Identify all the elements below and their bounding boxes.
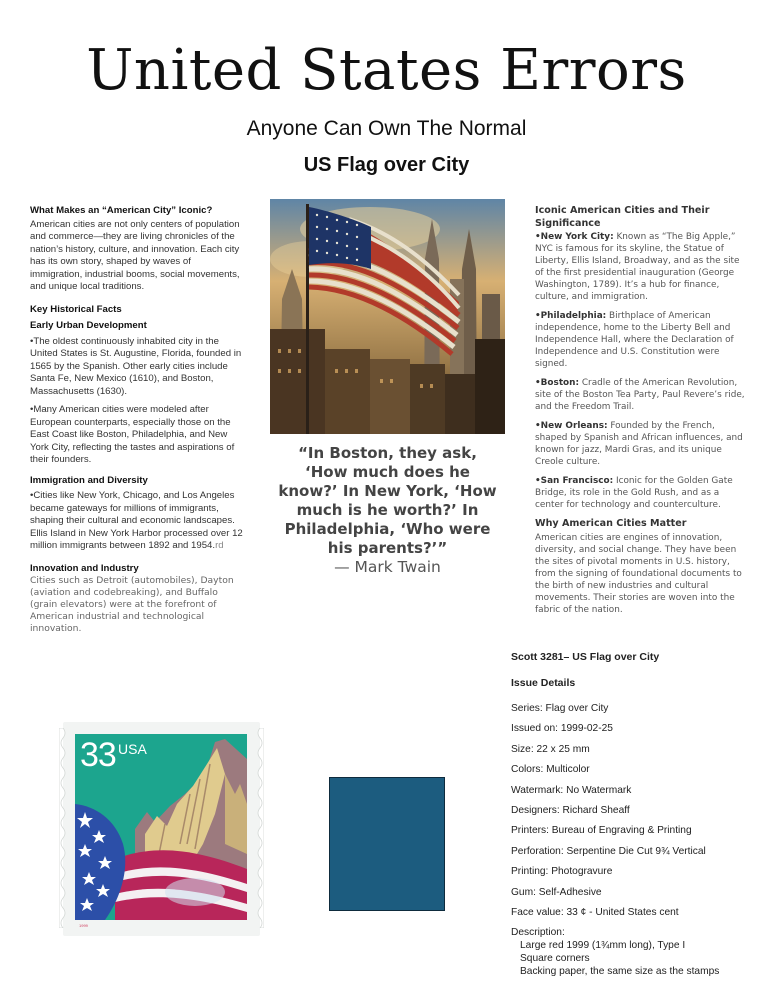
mark-twain-quote [275, 444, 500, 577]
intro-heading: What Makes an “American City” Iconic? [30, 205, 213, 216]
stamp-year: 1999 [79, 923, 88, 928]
stamp-artwork [75, 734, 247, 920]
detail-designers: Designers: Richard Sheaff [511, 804, 630, 816]
quote-author: — Mark Twain [334, 558, 441, 576]
stamp-image [63, 722, 260, 936]
detail-watermark: Watermark: No Watermark [511, 784, 632, 796]
city-name: •Philadelphia: [535, 311, 607, 321]
city-item-boston [535, 377, 747, 413]
trailing-fragment: rd [215, 540, 224, 551]
stamp-denomination: 33 [80, 736, 116, 774]
color-swatch [329, 777, 445, 911]
detail-printers: Printers: Bureau of Engraving & Printing [511, 825, 692, 837]
flag-city-painting-icon [270, 199, 505, 434]
city-item-new-york [535, 231, 747, 303]
why-text: American cities are engines of innovation, diversity, and social change. They have been the sites of pivotal moments in U.S. history, from the signing of foundational documents to the birth of new industries and cultural movements. Their stories are woven into the fabric of the nation. [535, 532, 742, 615]
cities-heading: Iconic American Cities and Their Significance [535, 205, 710, 229]
hero-flag-city-image [270, 199, 505, 434]
intro-text: American cities are not only centers of population and commerce—they are living chronicles of the nation’s history, culture, and innovation. Each city has its own story, shaped by waves of immigration, industrial booms, social movements, and unique local traditions. [30, 218, 240, 292]
city-item-philadelphia [535, 310, 747, 370]
section-heading-innovation: Innovation and Industry [30, 562, 139, 574]
description-line: Backing paper, the same size as the stamps [520, 966, 720, 978]
page-title: United States Errors [86, 38, 687, 103]
section-heading-early: Early Urban Development [30, 320, 147, 331]
detail-perforation: Perforation: Serpentine Die Cut 9¾ Vertical [511, 845, 706, 857]
detail-colors: Colors: Multicolor [511, 764, 590, 776]
city-text: Founded by the French, shaped by Spanish and African influences, and known for jazz, Mardi Gras, and its unique Creole culture. [535, 421, 743, 467]
perforation-edge-icon [59, 728, 67, 928]
detail-gum: Gum: Self-Adhesive [511, 886, 602, 898]
detail-series: Series: Flag over City [511, 703, 609, 714]
detail-issued-on: Issued on: 1999-02-25 [511, 723, 613, 735]
city-name: •New Orleans: [535, 421, 608, 431]
city-text: Birthplace of American independence, home to the Liberty Bell and Independence Hall, where the Declaration of Independence and U.S. Constitution were signed. [535, 311, 734, 369]
stamp-country: USA [118, 741, 147, 757]
detail-face-value: Face value: 33 ¢ - United States cent [511, 906, 679, 918]
city-name: •New York City: [535, 232, 614, 242]
issue-details-heading: Issue Details [511, 677, 576, 689]
page-subtitle: Anyone Can Own The Normal [246, 117, 527, 140]
perforation-edge-icon [256, 728, 264, 928]
stamp-name-heading: US Flag over City [303, 154, 470, 176]
section-text: •Cities like New York, Chicago, and Los Angeles became gateways for millions of immigrants, shaping their cultural and economic landscapes. Ellis Island in New York Harbor processed over 12 million immigrants between 1892 and 1954. [30, 490, 243, 551]
why-heading: Why American Cities Matter [535, 518, 687, 529]
description-line: Large red 1999 (1¾mm long), Type I [520, 940, 686, 952]
city-item-new-orleans [535, 420, 747, 468]
issue-details [511, 647, 761, 978]
section-paragraph: •The oldest continuously inhabited city in the United States is St. Augustine, Florida, founded in 1565 by the Spanish. Other early cities include Santa Fe, New Mexico (1610), and Boston, Massachusetts (1630). [30, 335, 242, 397]
city-item-san-francisco [535, 475, 747, 511]
facts-heading: Key Historical Facts [30, 303, 122, 315]
city-text: Known as “The Big Apple,” NYC is famous for its skyline, the Statue of Liberty, Ellis Island, Broadway, and as the site of the first presidential inauguration (George Washington, 1789). It’s a hub for finance, culture, and immigration. [535, 232, 740, 302]
section-paragraph: •Many American cities were modeled after European counterparts, especially those on the East Coast like Boston, Philadelphia, and New York City, reflecting the tastes and aspirations of their founders. [30, 404, 235, 465]
description-label: Description: [511, 927, 565, 939]
city-text: Cradle of the American Revolution, site of the Boston Tea Party, Paul Revere’s ride, and the Freedom Trail. [535, 378, 745, 412]
description-line: Square corners [520, 953, 590, 965]
left-column [30, 205, 245, 641]
city-name: •San Francisco: [535, 476, 614, 486]
catalog-title: Scott 3281– US Flag over City [511, 651, 660, 663]
city-name: •Boston: [535, 378, 580, 388]
detail-size: Size: 22 x 25 mm [511, 743, 590, 755]
section-heading-immigration: Immigration and Diversity [30, 474, 148, 486]
detail-printing: Printing: Photogravure [511, 866, 613, 878]
right-column [535, 205, 747, 623]
quote-text: “In Boston, they ask, ‘How much does he know?’ In New York, ‘How much is he worth?’ In Philadelphia, ‘Who were his parents?’” [278, 444, 497, 557]
section-paragraph: Cities such as Detroit (automobiles), Dayton (aviation and codebreaking), and Buffalo (grain elevators) were at the forefront of American industrial and technological innovation. [30, 575, 234, 634]
section-paragraph [30, 490, 245, 553]
city-text: Iconic for the Golden Gate Bridge, its role in the Gold Rush, and as a center for technology and counterculture. [535, 476, 733, 510]
